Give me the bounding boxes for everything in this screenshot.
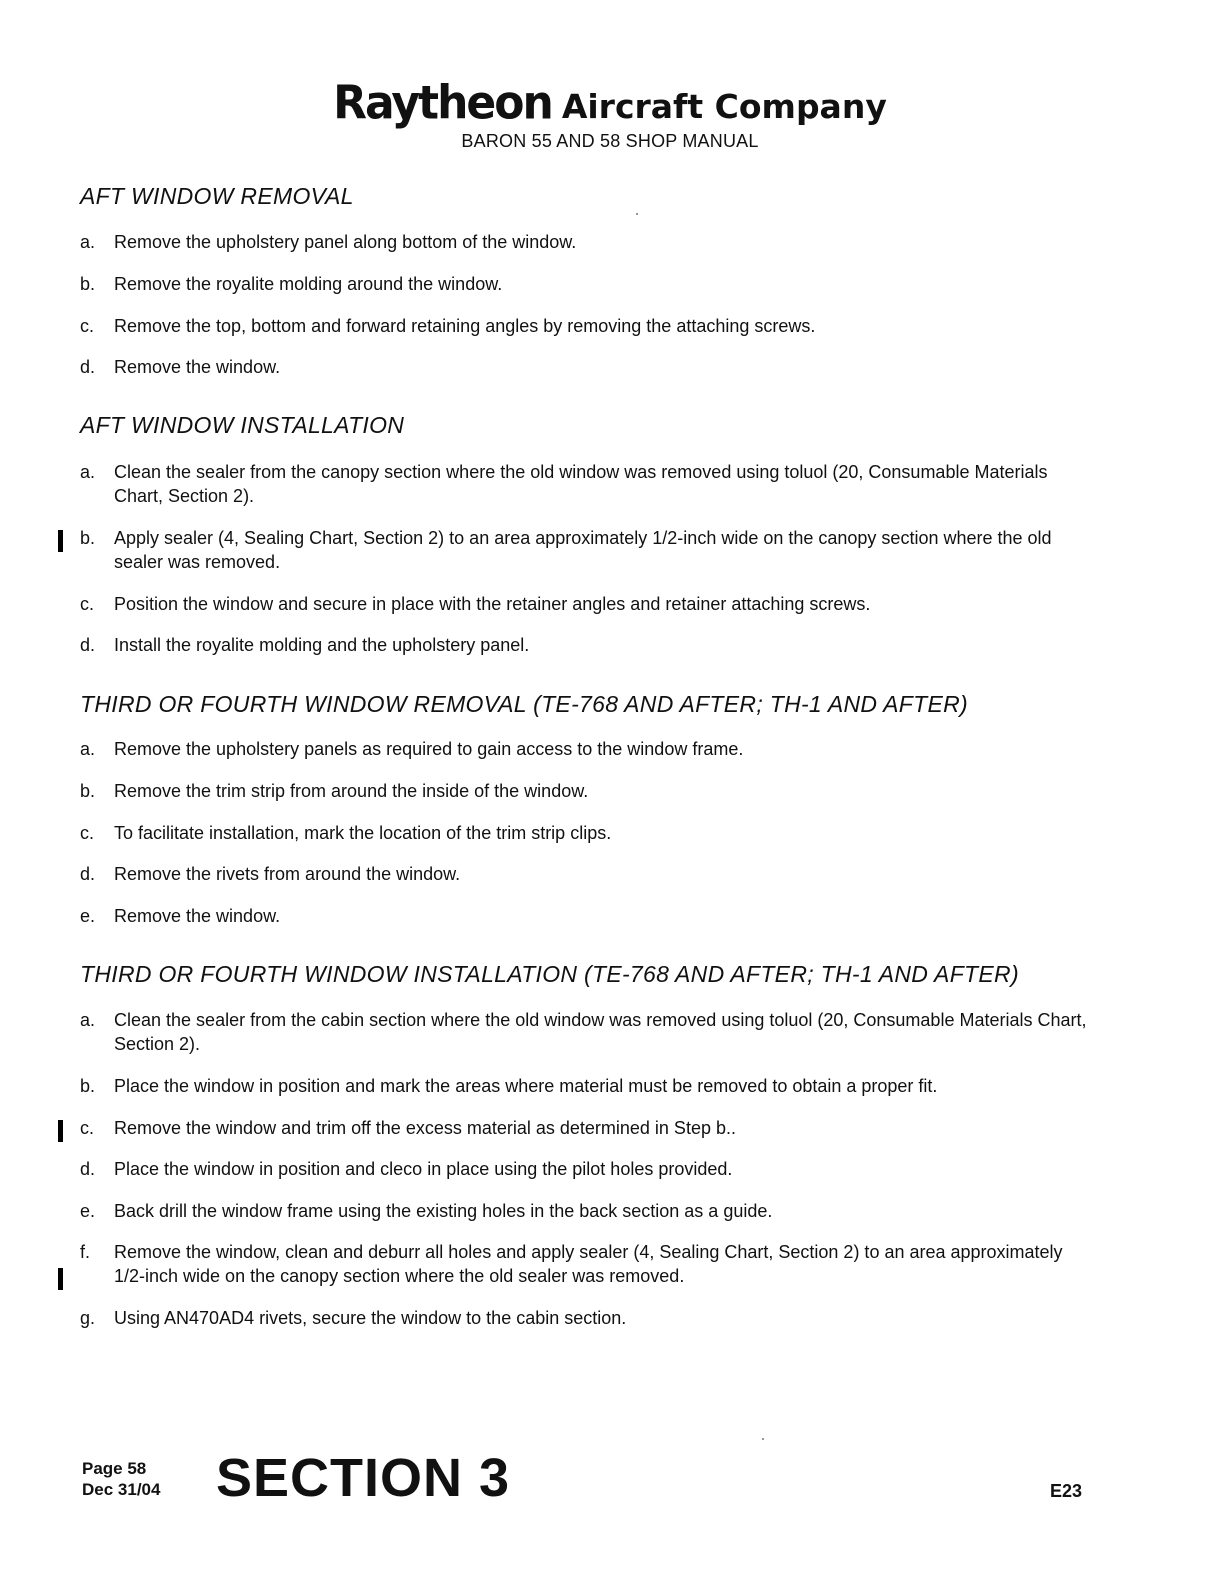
list-item [80,1116,1090,1140]
step-letter: d. [80,357,96,377]
list-item [80,779,1090,803]
section-heading: THIRD OR FOURTH WINDOW INSTALLATION (TE-768 AND AFTER; TH-1 AND AFTER) [80,961,1019,987]
step-letter: a. [80,739,96,759]
step-text: Install the royalite molding and the upholstery panel. [114,635,530,655]
list-item [80,314,1090,338]
list-item [80,821,1090,845]
revision-date: Dec 31/04 [82,1480,161,1499]
step-letter: f. [80,1242,91,1262]
list-item [80,633,1090,657]
list-item [80,526,1090,574]
list-item [80,904,1090,928]
page-header [0,78,1220,129]
step-letter: d. [80,864,96,884]
list-item [80,1074,1090,1098]
step-text: Back drill the window frame using the existing holes in the back section as a guide. [114,1201,773,1221]
section-label: SECTION 3 [216,1448,511,1508]
step-letter: c. [80,1118,95,1138]
brand-name: Raytheon [333,76,552,131]
list-item [80,355,1090,379]
manual-title: BARON 55 AND 58 SHOP MANUAL [461,131,759,151]
section-heading: AFT WINDOW INSTALLATION [80,412,405,438]
step-letter: g. [80,1308,96,1328]
company-name: Aircraft Company [561,87,887,126]
step-letter: b. [80,1076,96,1096]
list-item [80,1008,1090,1056]
list-item [80,862,1090,886]
page-info [82,1458,160,1500]
step-letter: c. [80,316,95,336]
step-text: Apply sealer (4, Sealing Chart, Section 2) to an area approximately 1/2-inch wide on the canopy section where the old sealer was removed. [114,528,1052,572]
list-item [80,460,1090,508]
list-item [80,1240,1090,1288]
step-letter: d. [80,635,96,655]
page-number: Page 58 [82,1459,147,1478]
step-letter: a. [80,232,96,252]
step-text: Remove the upholstery panel along bottom of the window. [114,232,577,252]
step-letter: e. [80,1201,96,1221]
step-text: To facilitate installation, mark the location of the trim strip clips. [114,823,612,843]
change-bar [58,1268,63,1290]
scan-speck [636,213,638,215]
step-letter: b. [80,274,96,294]
step-text: Position the window and secure in place with the retainer angles and retainer attaching screws. [114,594,871,614]
step-text: Remove the upholstery panels as required to gain access to the window frame. [114,739,744,759]
step-text: Clean the sealer from the canopy section where the old window was removed using toluol (20, Consumable Materials Chart, Section 2). [114,462,1048,506]
section-heading: THIRD OR FOURTH WINDOW REMOVAL (TE-768 AND AFTER; TH-1 AND AFTER) [80,691,969,717]
change-bar [58,530,63,552]
list-item [80,230,1090,254]
step-letter: e. [80,906,96,926]
step-text: Remove the window and trim off the excess material as determined in Step b.. [114,1118,736,1138]
section-heading: AFT WINDOW REMOVAL [80,183,354,209]
step-letter: b. [80,528,96,548]
step-text: Remove the window. [114,357,281,377]
step-text: Using AN470AD4 rivets, secure the window to the cabin section. [114,1308,627,1328]
step-text: Place the window in position and mark the areas where material must be removed to obtain a proper fit. [114,1076,938,1096]
step-text: Remove the window, clean and deburr all holes and apply sealer (4, Sealing Chart, Section 2) to an area approximately 1/2-inch wide on the canopy section where the old sealer was removed. [114,1242,1063,1286]
step-text: Remove the top, bottom and forward retaining angles by removing the attaching screws. [114,316,816,336]
step-text: Remove the rivets from around the window. [114,864,461,884]
step-text: Remove the royalite molding around the window. [114,274,503,294]
step-letter: d. [80,1159,96,1179]
list-item [80,1306,1090,1330]
list-item [80,1199,1090,1223]
list-item [80,592,1090,616]
step-text: Remove the window. [114,906,281,926]
step-text: Remove the trim strip from around the inside of the window. [114,781,589,801]
step-letter: c. [80,594,95,614]
list-item [80,737,1090,761]
company-logo [333,78,887,129]
list-item [80,1157,1090,1181]
step-letter: b. [80,781,96,801]
scan-speck [762,1438,764,1440]
step-letter: a. [80,462,96,482]
list-item [80,272,1090,296]
document-code: E23 [1050,1481,1083,1501]
step-text: Clean the sealer from the cabin section where the old window was removed using toluol (20, Consumable Materials Chart, Section 2). [114,1010,1087,1054]
step-letter: a. [80,1010,96,1030]
step-text: Place the window in position and cleco in place using the pilot holes provided. [114,1159,733,1179]
step-letter: c. [80,823,95,843]
change-bar [58,1120,63,1142]
